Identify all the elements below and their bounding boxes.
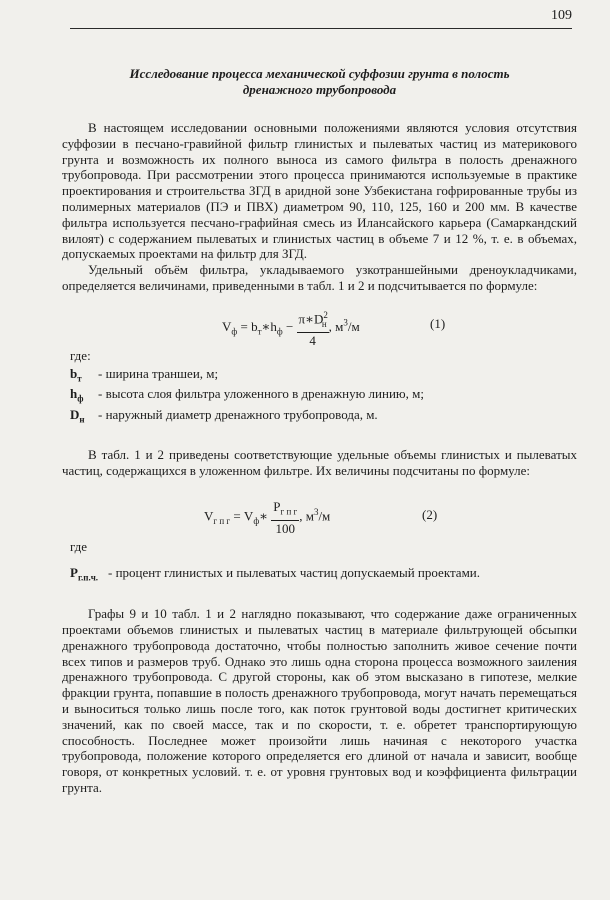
formula-1-num-sup: 2	[323, 309, 328, 320]
formula-2-v-sub: ф	[253, 515, 260, 526]
formula-2-units-sup: 3	[313, 506, 319, 517]
formula-1-num-text: π∗D	[298, 311, 324, 327]
formula-1-units-tail: /м	[347, 318, 360, 334]
title-line-1: Исследование процесса механической суффозии грунта в полость	[129, 66, 510, 81]
legend-bt-sym: b	[70, 365, 78, 381]
where-label-2: где	[70, 538, 88, 554]
equation-number-2: (2)	[422, 506, 438, 522]
legend-symbol-bt	[70, 366, 98, 387]
formula-2-lhs: V	[204, 508, 214, 524]
paragraph-2: Удельный объём фильтра, укладываемого узкотраншейными дреноукладчиками, определяется величинами, приведенными в табл. 1 и 2 и подсчитывается по формуле:	[62, 262, 577, 293]
legend-dn-sym: D	[70, 406, 80, 422]
formula-2-num-sub: г п г	[280, 506, 298, 517]
formula-2-eq: = V	[230, 508, 254, 524]
paragraph-3: В табл. 1 и 2 приведены соответствующие удельные объемы глинистых и пылеватых частиц, содержащихся в уложенном фильтре. Их величины подсчитаны по формуле:	[62, 447, 577, 479]
legend-text-bt: - ширина траншеи, м;	[98, 365, 219, 381]
formula-1-legend	[70, 366, 577, 428]
legend-row-hf	[70, 386, 577, 407]
formula-1-b-sub: т	[257, 326, 262, 337]
formula-2-lhs-sub: г п г	[213, 515, 231, 526]
legend-bt-sub: т	[77, 373, 82, 384]
formula-2-expression	[204, 499, 330, 536]
formula-2-mul: ∗	[259, 508, 269, 524]
equation-number-1: (1)	[430, 315, 446, 331]
formula-2-fraction	[271, 499, 299, 536]
formula-2	[62, 493, 577, 537]
formula-1-numerator	[297, 308, 329, 333]
spacer-2	[62, 586, 577, 606]
formula-1-eq: = b	[237, 318, 258, 334]
legend-row-bt	[70, 366, 577, 387]
formula-1-units: , м	[328, 318, 344, 334]
formula-1-num-sub: н	[321, 318, 327, 329]
formula-1-units-sup: 3	[343, 317, 348, 328]
formula-1-lhs: V	[222, 318, 232, 334]
page-number: 109	[551, 8, 572, 23]
legend-symbol-dn	[70, 407, 98, 428]
formula-1-fraction	[297, 308, 329, 348]
where-label-1: где:	[70, 347, 91, 363]
legend-text-dn: - наружный диаметр дренажного трубопровода, м.	[98, 406, 378, 422]
paragraph-1: В настоящем исследовании основными положениями являются условия отсутствия суффозии в песчано-гравийной фильтр глинистых и пылеватых частиц из материкового грунта и возможность их полного выноса из самого фильтра в полость дренажного трубопровода. При рассмотрении этого процесса принимаются используемые в практике проектирования и строительства ЗГД в аридной зоне Узбекистана гофрированные трубы из полимерных материалов (ПЭ и ПВХ) диаметром 90, 110, 125, 160 и 200 мм. В качестве фильтра используется песчано-графийная смесь из Илансайского карьера (Самаркандский вилоят) с содержанием пылеватых и глинистых частиц в объеме 7 и 12 %, т. е. в объемах, допускаемых проектами на фильтр для ЗГД.	[62, 120, 577, 262]
formula-2-numerator	[271, 499, 299, 521]
section-title	[62, 66, 577, 98]
formula-1-h: ∗h	[261, 318, 277, 334]
formula-2-num-text: P	[273, 498, 281, 514]
formula-1-denominator: 4	[309, 332, 316, 348]
legend-hf-sym: h	[70, 386, 78, 402]
legend-hf-sub: ф	[77, 393, 84, 404]
title-line-2: дренажного трубопровода	[242, 82, 397, 97]
formula-2-denominator: 100	[275, 520, 295, 536]
legend-p-sym: P	[70, 564, 78, 580]
formula-2-units-tail: /м	[318, 508, 331, 524]
page-content	[62, 66, 577, 796]
formula-2-legend	[70, 565, 577, 586]
paragraph-4: Графы 9 и 10 табл. 1 и 2 наглядно показывают, что содержание даже ограниченных проектами объемов глинистых и пылеватых частиц в материале фильтрующей обсыпки дренажного трубопровода достаточно, чтобы полностью заполнить живое сечение почти всех типов и размеров труб. Однако это лишь одна сторона процесса возможного заиления дренажного трубопровода. С другой стороны, как об этом высказано в гипотезе, мелкие фракции грунта, попавшие в полость дренажного трубопровода, могут начать перемещаться и выноситься только лишь после того, как поток грунтовой воды достигнет критических значений, как по своей массе, так и по скорости, т. е. обретет транспортирующую способность. Последнее может произойти лишь начиная с некоторого участка трубопровода, положение которого определяется его длиной от начала и зависит, вообще говоря, от конкретных условий. т. е. от уровня грунтовых вод и коэффициента фильтрации грунта.	[62, 606, 577, 795]
legend-text-hf: - высота слоя фильтра уложенного в дренажную линию, м;	[98, 386, 424, 402]
header-rule	[70, 28, 572, 29]
formula-1	[62, 302, 577, 346]
spacer	[62, 427, 577, 447]
legend-text-p: - процент глинистых и пылеватых частиц допускаемый проектами.	[108, 564, 481, 580]
formula-1-minus: −	[282, 318, 297, 334]
formula-1-lhs-sub: ф	[231, 326, 238, 337]
legend-symbol-hf	[70, 386, 98, 407]
legend-p-sub: г.п.ч.	[77, 572, 99, 583]
legend-dn-sub: н	[79, 414, 85, 425]
formula-1-h-sub: ф	[276, 326, 283, 337]
formula-1-expression	[222, 308, 360, 348]
legend-symbol-p	[70, 565, 108, 586]
formula-2-units: , м	[299, 508, 314, 524]
legend-row-dn	[70, 407, 577, 428]
